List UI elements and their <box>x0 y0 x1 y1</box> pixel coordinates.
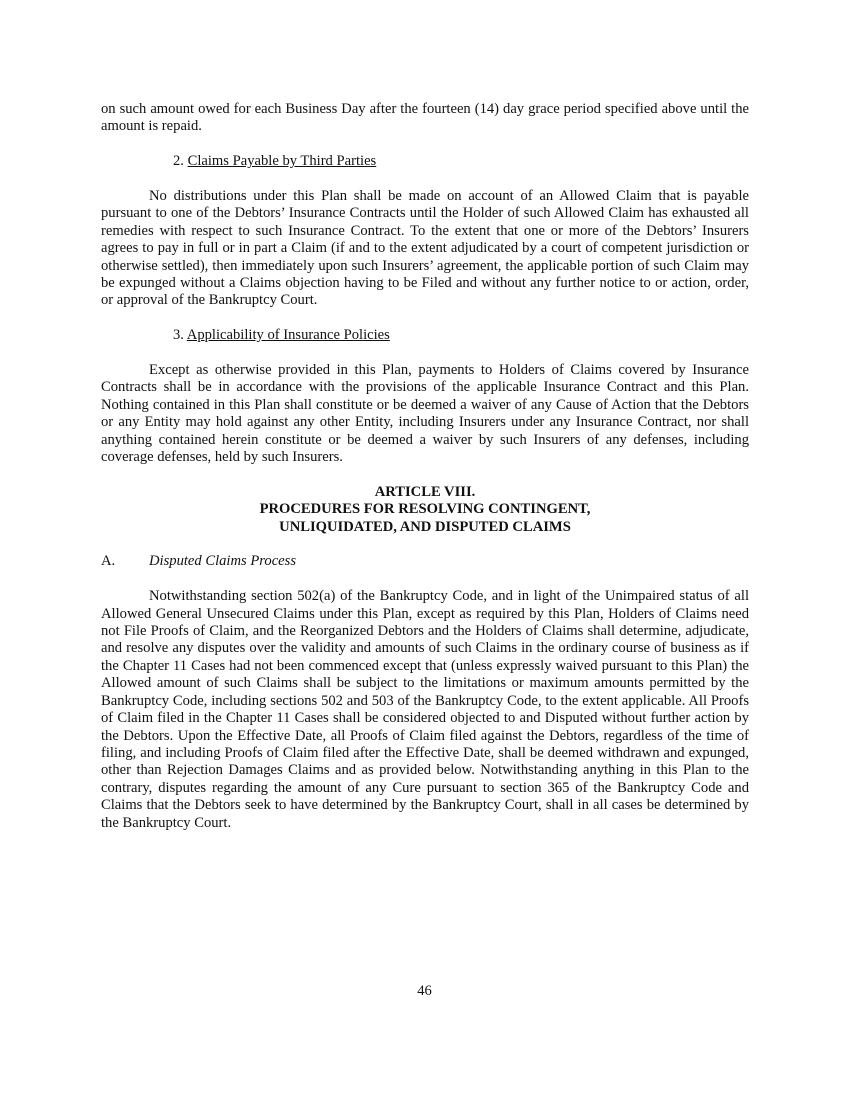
section-a-heading <box>101 553 749 570</box>
page-number: 46 <box>417 983 432 999</box>
section-a-letter: A. <box>101 553 116 570</box>
article-title-line-1: PROCEDURES FOR RESOLVING CONTINGENT, <box>259 501 591 518</box>
section-2-heading <box>101 153 749 170</box>
section-3-heading <box>101 327 749 344</box>
section-2-body: No distributions under this Plan shall be made on account of an Allowed Claim that is payable pursuant to one of the Debtors’ Insurance Contracts until the Holder of such Allowed Claim has exhausted all remedies with respect to such Insurance Contract. To the extent that one or more of the Debtors’ Insurers agrees to pay in full or in part a Claim (if and to the extent adjudicated by a court of competent jurisdiction or otherwise settled), then immediately upon such Insurers’ agreement, the applicable portion of such Claim may be expunged without a Claims objection having to be Filed and without any further notice to or action, order, or approval of the Bankruptcy Court. <box>101 188 749 309</box>
article-heading <box>101 484 749 536</box>
section-2-number: 2. <box>173 153 184 170</box>
section-3-title: Applicability of Insurance Policies <box>186 327 390 344</box>
article-title-line-2: UNLIQUIDATED, AND DISPUTED CLAIMS <box>279 518 571 535</box>
section-3-body: Except as otherwise provided in this Plan, payments to Holders of Claims covered by Insurance Contracts shall be in accordance with the provisions of the applicable Insurance Contract and this Plan. Nothing contained in this Plan shall constitute or be deemed a waiver of any Cause of Action that the Debtors or any Entity may hold against any other Entity, including Insurers under any Insurance Contract, nor shall anything contained herein constitute or be deemed a waiver by such Insurers of any defenses, including coverage defenses, held by such Insurers. <box>101 362 749 466</box>
section-2-title: Claims Payable by Third Parties <box>187 153 377 170</box>
section-3-number: 3. <box>173 327 184 344</box>
article-number: ARTICLE VIII. <box>374 483 476 500</box>
document-page <box>101 101 749 832</box>
section-a-body: Notwithstanding section 502(a) of the Bankruptcy Code, and in light of the Unimpaired status of all Allowed General Unsecured Claims under this Plan, except as required by this Plan, Holders of Claims need not File Proofs of Claim, and the Reorganized Debtors and the Holders of Claims shall determine, adjudicate, and resolve any disputes over the validity and amounts of such Claims in the ordinary course of business as if the Chapter 11 Cases had not been commenced except that (unless expressly waived pursuant to this Plan) the Allowed amount of such Claims shall be subject to the limitations or maximum amounts permitted by the Bankruptcy Code, including sections 502 and 503 of the Bankruptcy Code, to the extent applicable. All Proofs of Claim filed in the Chapter 11 Cases shall be considered objected to and Disputed without further action by the Debtors. Upon the Effective Date, all Proofs of Claim filed against the Debtors, regardless of the time of filing, and including Proofs of Claim filed after the Effective Date, shall be deemed withdrawn and expunged, other than Rejection Damages Claims and as provided below. Notwithstanding anything in this Plan to the contrary, disputes regarding the amount of any Cure pursuant to section 365 of the Bankruptcy Code and Claims that the Debtors seek to have determined by the Bankruptcy Court, shall in all cases be determined by the Bankruptcy Court. <box>101 588 749 831</box>
section-a-title: Disputed Claims Process <box>149 553 297 570</box>
continuation-paragraph: on such amount owed for each Business Day after the fourteen (14) day grace period specified above until the amount is repaid. <box>101 101 749 135</box>
